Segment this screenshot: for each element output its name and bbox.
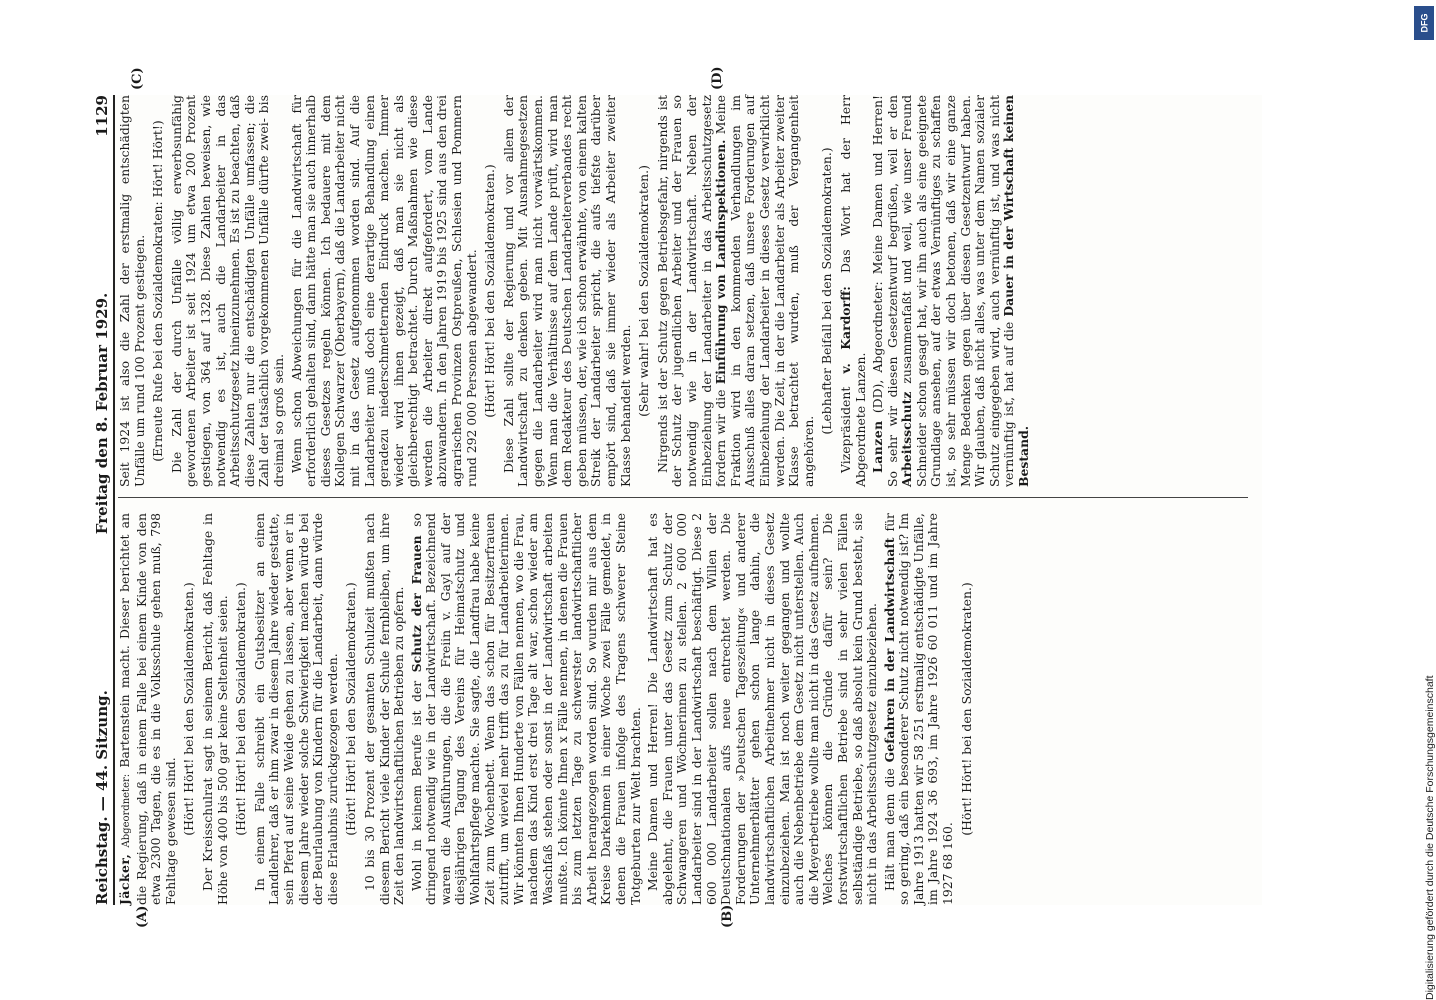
paragraph	[118, 513, 178, 905]
header-rule	[113, 95, 115, 905]
paragraph-text: zusammenfaßt und weil, wie unser Freund Schneider schon gesagt hat, wir ihn auch als eine geeignete Grundlage ansehen, auf der etwas Vernünftiges zu schaffen ist, so sehr müssen wir doch betonen, daß wir eine ganze Menge Bedenken gegen über diesen Gesetzentwurf haben. Wir glauben, daß nicht alles, was unter dem Namen sozialer Schutz eingegeben wird, auch vernünftig ist, und was nicht vernünftig ist, hat auf die	[899, 95, 1017, 487]
speaker-name: v. Kardorff:	[837, 286, 853, 374]
paragraph-text: so dringend notwendig wie in der Landwirtschaft. Bezeichnend waren die Ausführungen, die die Freiin v. Gayl auf der diesjährigen Tagung des Vereins für Heimatschutz und Wohlfahrtspflege machte. Sie sagte, die Landfrau habe keine Zeit zum Wochenbett. Wenn das schon für Besitzerfrauen zutrifft, um wieviel mehr trifft das zu für Landarbeiterinnen. Wir könnten Ihnen Hunderte von Fällen nennen, wo die Frau, nachdem das Kind erst drei Tage alt war, schon wieder am Waschfaß stehen oder sonst in der Landwirtschaft arbeiten mußte. Ich könnte Ihnen x Fälle nennen, in denen die Frauen bis zum letzten Tage zu schwerster landwirtschaftlicher Arbeit herangezogen worden sind. So wurden mir aus dem Kreise Darkehmen in einer Woche zwei Fälle gemeldet, in denen die Frauen infolge des Tragens schwerer Steine Totgeburten zur Welt brachten.	[408, 513, 643, 905]
emphasis: Dauer in der Wirtschaft keinen Bestand.	[1001, 95, 1032, 487]
header-session: Reichstag. — 44. Sitzung.	[93, 690, 111, 905]
paragraph-text: Das Wort hat der Herr Abgeordnete Lanzen.	[837, 95, 868, 487]
page-header	[85, 95, 111, 905]
paragraph: Die Zahl der durch Unfälle völlig erwerbsunfähig gewordenen Arbeiter ist seit 1924 um etwa 200 Prozent gestiegen, von 364 auf 1328. Diese Zahlen beweisen, wie notwendig es ist, auch die Landarbeiter in das Arbeitsschutzgesetz hineinzunehmen. Es ist zu beachten, daß diese Zahlen nur die entschädigten Unfälle umfassen; die Zahl der tatsächlich vorgekommenen Unfälle dürfte zwei- bis dreimal so groß sein.	[168, 95, 286, 487]
paragraph	[656, 95, 817, 487]
emphasis: Schutz der Frauen	[408, 535, 424, 673]
paragraph: Wenn schon Abweichungen für die Landwirtschaft für erforderlich gehalten sind, dann hätte man sie auch innerhalb dieses Gesetzes regeln können. Ich bedauere mit dem Kollegen Schwarzer (Oberbayern), daß die Landarbeiter nicht mit in das Gesetz aufgenommen worden sind. Auf die Landarbeiter muß doch eine derartige Behandlung einen geradezu niederschmetternden Eindruck machen. Immer wieder wird ihnen gezeigt, daß man sie nicht als gleichberechtigt betrachtet. Durch Maßnahmen wie diese werden die Arbeiter direkt aufgefordert, vom Lande abzuwandern. In den Jahren 1919 bis 1925 sind aus den drei agrarischen Provinzen Ostpreußen, Schlesien und Pommern rund 292 000 Personen abgewandert.	[288, 95, 479, 487]
digitization-text: Digitalisierung gefördert durch die Deutsche Forschungsgemeinschaft	[1424, 675, 1436, 1000]
margin-mark-b: (B)	[720, 904, 735, 928]
paragraph-text: Bartenstein macht. Dieser berichtet an die Regierung, daß in einem Falle bei einem Kinde von den etwa 2300 Tagen, die es in die Volksschule gehen muß, 798 Fehltage gewesen sind.	[117, 513, 178, 905]
dfg-logo	[1414, 6, 1434, 40]
right-column	[118, 95, 1258, 487]
interjection: (Hört! Hört! bei den Sozialdemokraten.)	[181, 582, 197, 836]
paragraph	[871, 95, 1032, 487]
digitization-note	[1424, 675, 1436, 1000]
interjection: (Lebhafter Beifall bei den Sozialdemokraten.)	[819, 147, 835, 435]
emphasis: Einführung von Landinspektionen.	[713, 139, 729, 385]
interjection: (Hört! Hört! bei den Sozialdemokraten.)	[233, 582, 249, 836]
paragraph: 10 bis 30 Prozent der gesamten Schulzeit mußten nach diesem Bericht viele Kinder der Schule fernbleiben, um ihre Zeit den landwirtschaftlichen Betrieben zu opfern.	[361, 513, 407, 905]
header-date: Freitag den 8. Februar 1929.	[93, 292, 111, 535]
dfg-logo-text: DFG	[1419, 13, 1429, 33]
speaker-name: Jäcker,	[117, 853, 132, 905]
margin-mark-a: (A)	[135, 905, 150, 928]
paragraph-text: Hält man denn die	[881, 768, 897, 891]
paragraph	[839, 95, 868, 487]
paragraph	[883, 513, 956, 905]
interjection: (Sehr wahr! bei den Sozialdemokraten.)	[636, 165, 652, 417]
margin-mark-d: (D)	[710, 66, 725, 90]
interjection: (Hört! Hört! bei den Sozialdemokraten.)	[343, 582, 359, 836]
paragraph: Meine Damen und Herren! Die Landwirtschaft hat es abgelehnt, die Frauen unter das Gesetz zum Schutz der Schwangeren und Wöchnerinnen zu stellen. 2 600 000 Landarbeiter sind in der Landwirtschaft beschäftigt. Diese 2 600 000 Landarbeiter sollen nach dem Willen der Deutschnationalen aufs neue entrechtet werden. Die Forderungen der »Deutschen Tageszeitung« und anderer Unternehmerblätter gehen schon lange dahin, die landwirtschaftlichen Arbeitnehmer nicht in dieses Gesetz einzubeziehen. Man ist noch weiter gegangen und wollte auch die Nebenbetriebe dem Gesetz nicht unterstellen. Auch die Meyerbetriebe wollte man nicht in das Gesetz aufnehmen. Welches können die Gründe dafür sein? Die forstwirtschaftlichen Betriebe sind in sehr vielen Fällen selbständige Betriebe, so daß absolut kein Grund besteht, sie nicht in das Arbeitsschutzgesetz einzubeziehen.	[645, 513, 880, 905]
speaker-name: Lanzen	[870, 420, 886, 473]
paragraph: In einem Falle schreibt ein Gutsbesitzer an einen Landlehrer, daß er ihm zwar in diesem Jahre wieder gestatte, sein Pferd auf seine Weide gehen zu lassen, aber wenn er in diesem Jahre wieder solche Schwierigkeit machen würde bei der Beurlaubung von Kindern für die Landarbeit, dann würde diese Erlaubnis zurückgezogen werden.	[251, 513, 340, 905]
paragraph-text: Wohl in keinem Berufe ist der	[408, 680, 424, 891]
speaker-role: Abgeordneter:	[121, 773, 132, 848]
interjection: (Erneute Rufe bei den Sozialdemokraten: Hört! Hört!)	[150, 120, 166, 462]
paragraph: Diese Zahl sollte der Regierung und vor allem der Landwirtschaft zu denken geben. Mit Ausnahmegesetzen gegen die Landarbeiter wird man nicht vorwärtskommen. Wenn man die Verhältnisse auf dem Lande prüft, wird man dem Redakteur des Deutschen Landarbeiterverbandes recht geben müssen, der, wie ich schon erwähnte, von einem kalten Streik der Landarbeiter spricht, die aufs tiefste darüber empört sind, daß sie immer wieder als Arbeiter zweiter Klasse behandelt werden.	[500, 95, 633, 487]
left-column	[118, 513, 1258, 905]
page-number: 1129	[93, 95, 111, 137]
interjection: (Hört! Hört! bei den Sozialdemokraten.)	[482, 164, 498, 418]
paragraph-text: Meine Fraktion wird in den kommenden Verhandlungen im Ausschuß alles daran setzen, daß unsere Forderungen auf Einbeziehung der Landarbeiter in dieses Gesetz verwirklicht werden. Die Zeit, in der die Landarbeiter als Arbeiter zweiter Klasse betrachtet wurden, muß der Vergangenheit angehören.	[713, 95, 816, 487]
paragraph-text: Nirgends ist der Schutz gegen Betriebsgefahr, nirgends ist der Schutz der jugendlichen Arbeiter und der Frauen so notwendig wie in der Landwirtschaft. Neben der Einbeziehung der Landarbeiter in das Arbeitsschutzgesetz fordern wir die	[654, 95, 729, 487]
paragraph-text: für so gering, daß ein besonderer Schutz nicht notwendig ist? Im Jahre 1913 hatten wir 58 251 erstmalig entschädigte Unfälle, im Jahre 1924 36 693, im Jahre 1926 60 011 und im Jahre 1927 68 160.	[881, 513, 956, 905]
margin-mark-c: (C)	[130, 67, 145, 90]
paragraph: Der Kreisschulrat sagt in seinem Bericht, daß Fehltage in Höhe von 400 bis 500 gar keine Seltenheit seien.	[199, 513, 230, 905]
paragraph: Seit 1924 ist also die Zahl der erstmalig entschädigten Unfälle um rund 100 Prozent gestiegen.	[117, 95, 147, 487]
paragraph-text: (DD), Abgeordneter: Meine Damen und Herren! So sehr wir diesen Gesetzentwurf begrüßen, weil er den	[870, 95, 900, 487]
interjection: (Hört! Hört! bei den Sozialdemokraten.)	[958, 582, 974, 836]
paragraph-text: Vizepräsident	[837, 386, 853, 473]
emphasis: Arbeitsschutz	[899, 391, 915, 487]
paragraph	[410, 513, 644, 905]
column-divider	[118, 497, 1248, 498]
emphasis: Gefahren in der Landwirtschaft	[881, 537, 897, 763]
